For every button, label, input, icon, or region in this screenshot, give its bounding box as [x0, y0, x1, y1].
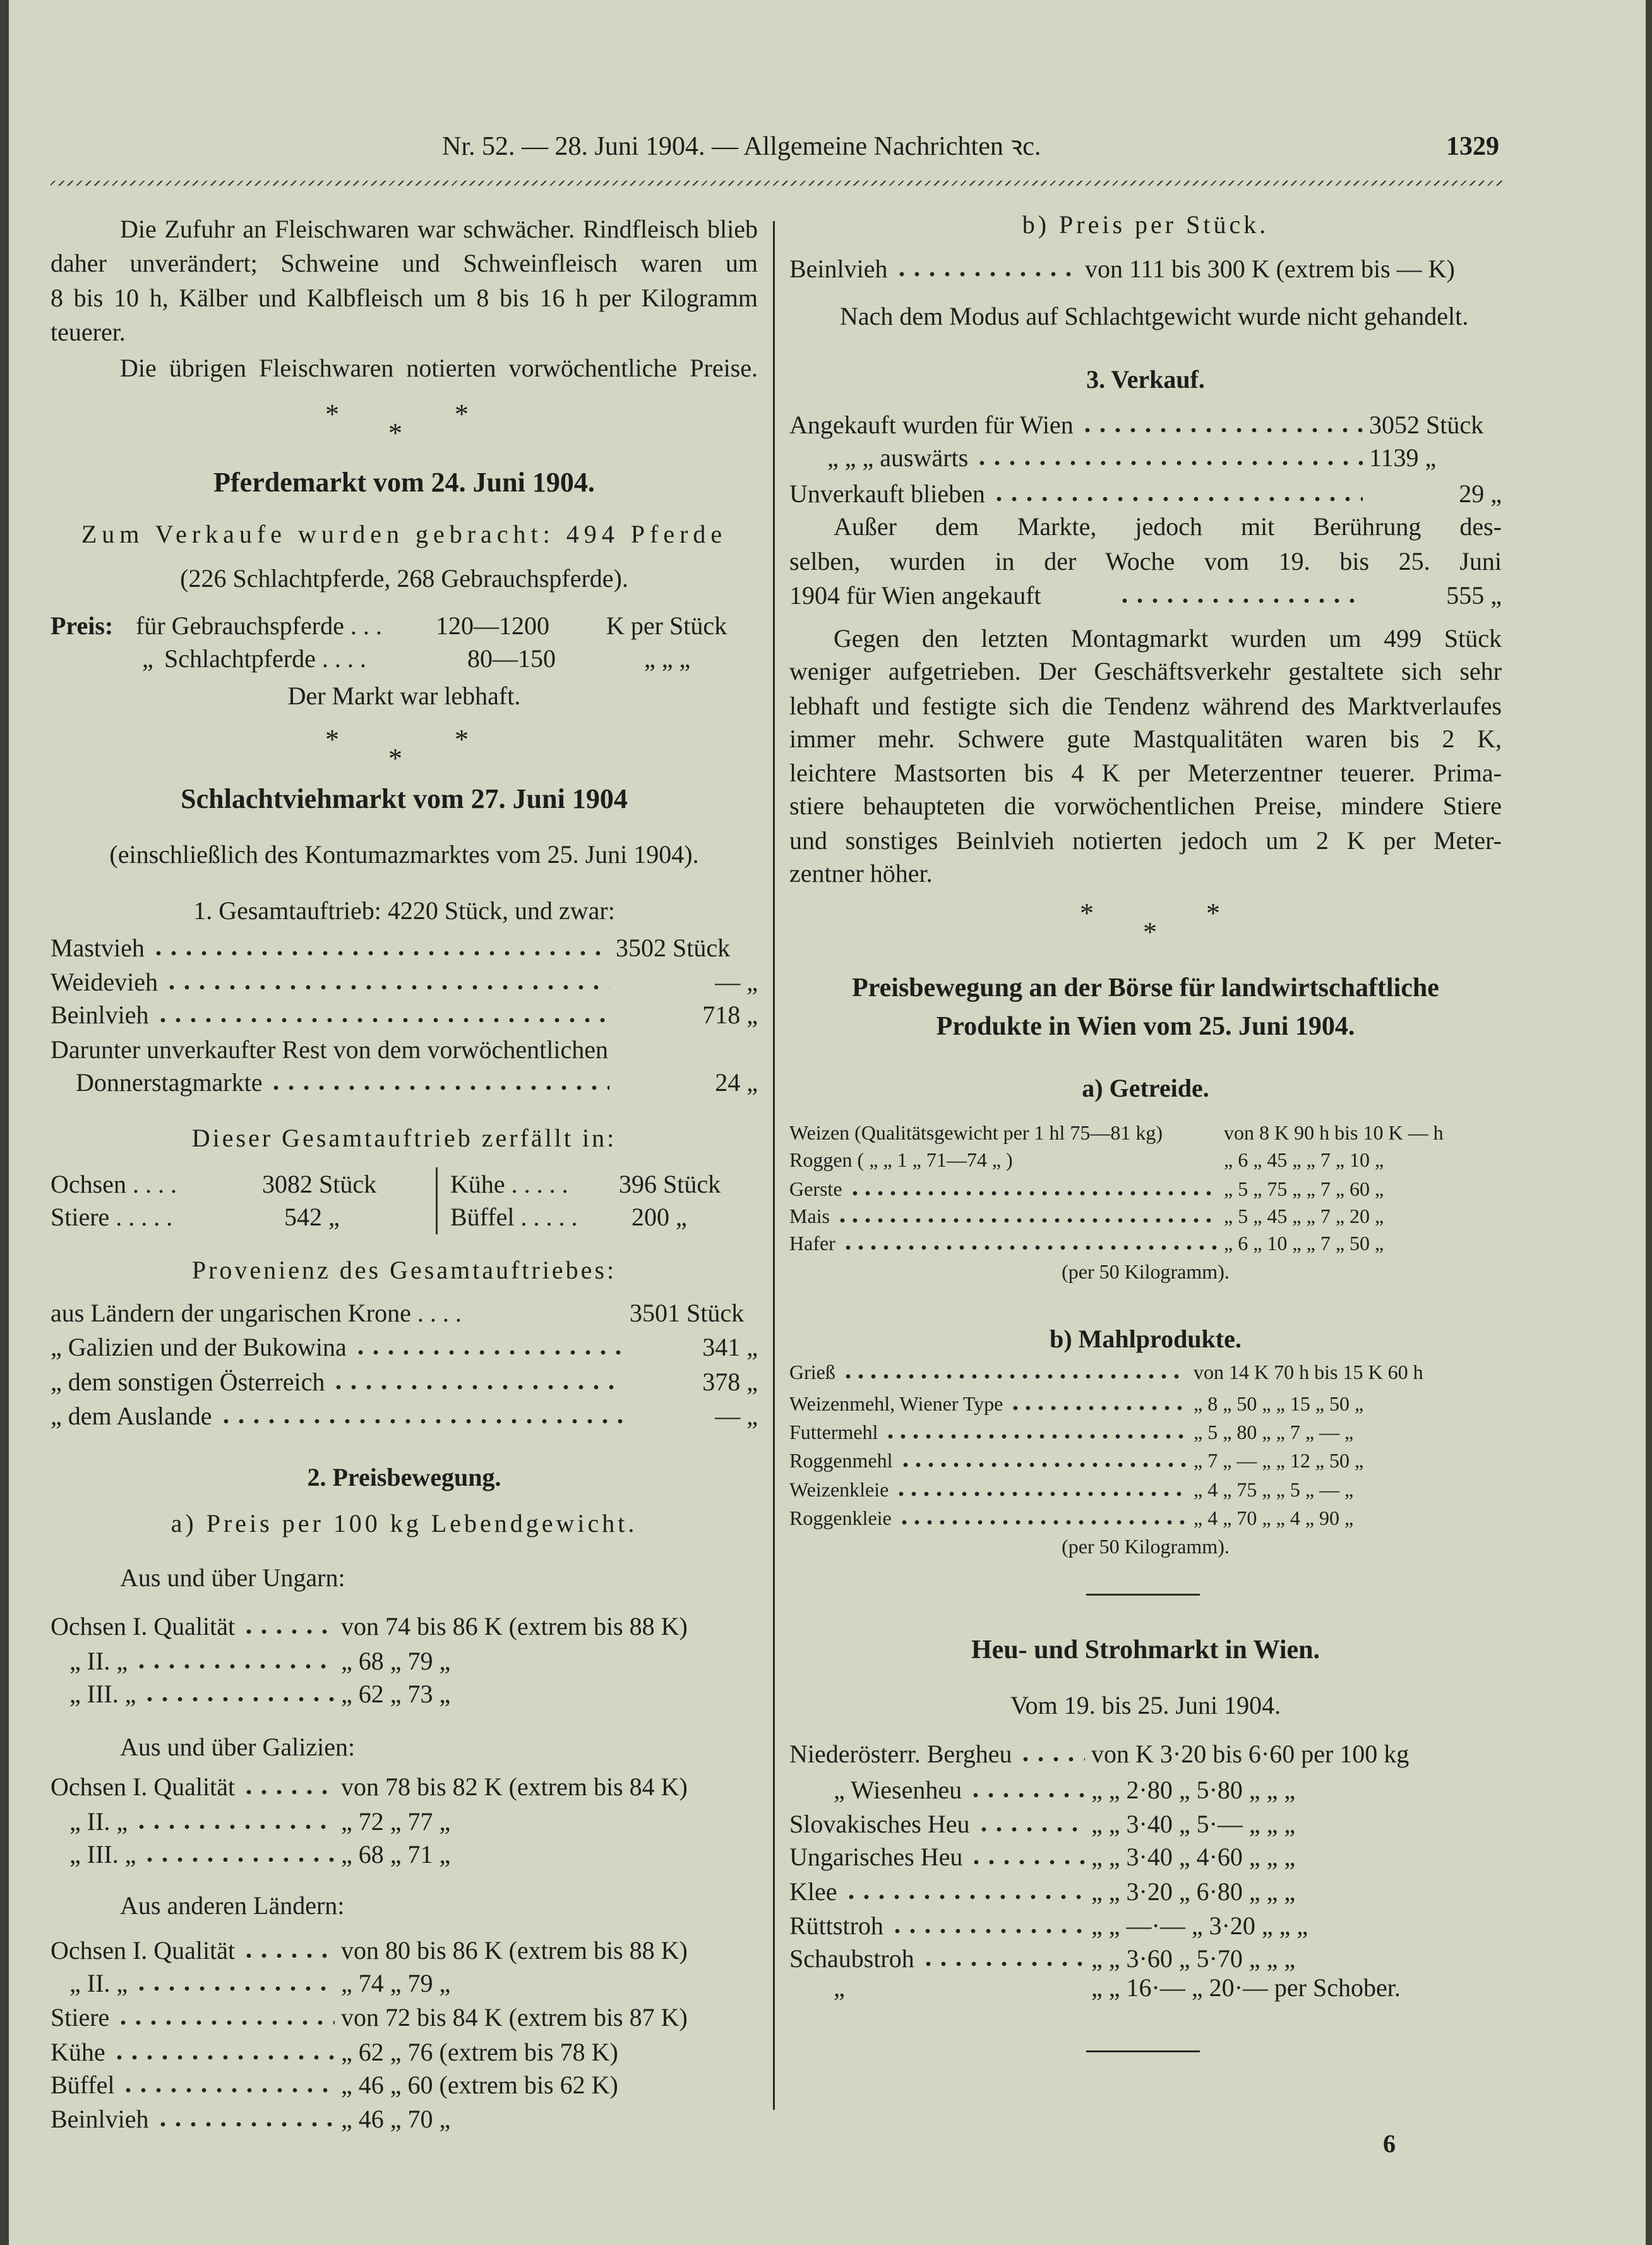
leader-dots	[155, 2102, 335, 2128]
separator-star: *	[1080, 898, 1094, 929]
scan-edge-left	[0, 0, 9, 2245]
row-cell: 396 Stück	[619, 1170, 721, 1198]
row-value: 1139 „	[1369, 443, 1437, 472]
row-value: „ 68 „ 71 „	[341, 1840, 451, 1869]
leader-row	[51, 998, 758, 1032]
leader-row	[51, 1644, 758, 1678]
leader-dots	[155, 998, 609, 1023]
leader-row	[51, 931, 758, 965]
row-value: „ „ 3·40 „ 4·60 „ „ „	[1091, 1843, 1296, 1871]
row-value: 555 „	[1446, 581, 1502, 610]
pferde-split: (226 Schlachtpferde, 268 Gebrauchspferde).	[180, 564, 628, 593]
row-label: Niederösterr. Bergheu	[789, 1740, 1012, 1768]
row-label: „ II. „	[69, 1647, 128, 1675]
leader-row	[789, 477, 1502, 511]
row-label: Roggenmehl	[789, 1449, 893, 1472]
row-value: — „	[715, 968, 758, 996]
split-row	[51, 1200, 758, 1234]
leader-row	[789, 1476, 1502, 1503]
row-value: 718 „	[702, 1001, 758, 1029]
row-value: „ 68 „ 79 „	[341, 1647, 451, 1675]
page-number: 1329	[1446, 132, 1499, 161]
subsection-getreide: a) Getreide.	[1082, 1074, 1209, 1102]
leader-dots	[241, 1610, 335, 1635]
price-row	[51, 642, 758, 676]
separator-star: *	[325, 724, 339, 755]
leader-dots	[121, 2068, 335, 2093]
paragraph-line: Die Zufuhr an Fleischwaren war schwächer. Rindfleisch blieb	[120, 215, 758, 243]
origin-heading: Aus anderen Ländern:	[120, 1891, 345, 1920]
row-cell: Schlachtpferde . . . .	[164, 644, 366, 673]
paragraph-line: selben, wurden in der Woche vom 19. bis 25. Juni	[789, 547, 1502, 575]
row-value: von K 3·20 bis 6·60 per 100 kg	[1091, 1740, 1410, 1768]
row-value: „ 5 „ 80 „ „ 7 „ — „	[1194, 1421, 1354, 1443]
row-value: „ 6 „ 10 „ „ 7 „ 50 „	[1224, 1232, 1384, 1255]
section-subtitle: (einschließlich des Kontumazmarktes vom 25. Juni 1904).	[109, 840, 699, 869]
leader-row	[51, 1399, 758, 1433]
row-cell: Stiere . . . . .	[51, 1203, 173, 1231]
leader-row	[789, 1773, 1502, 1807]
subsection-preisbewegung: 2. Preisbewegung.	[307, 1463, 501, 1491]
row-cell: „ „ „	[644, 644, 691, 673]
row-value: von 72 bis 84 K (extrem bis 87 K)	[341, 2003, 688, 2031]
paragraph-line: immer mehr. Schwere gute Mastqualitäten waren bis 2 K,	[789, 725, 1502, 753]
leader-row	[51, 1365, 758, 1399]
row-value: 24 „	[715, 1068, 758, 1097]
unit-note: (per 50 Kilogramm).	[1062, 1535, 1230, 1558]
row-label: „ II. „	[69, 1969, 128, 1997]
section-title-pferdemarkt: Pferdemarkt vom 24. Juni 1904.	[213, 467, 595, 498]
leader-row	[789, 1175, 1502, 1203]
row-cell: 200 „	[631, 1203, 687, 1231]
row-value: — „	[715, 1402, 758, 1430]
leader-row	[51, 2001, 758, 2035]
leader-row	[789, 408, 1502, 442]
leader-dots	[976, 1807, 1085, 1833]
leader-row	[789, 1875, 1502, 1909]
leader-dots	[842, 1360, 1187, 1379]
leader-row	[789, 1504, 1502, 1532]
leader-dots	[884, 1420, 1187, 1439]
leader-dots	[353, 1330, 623, 1356]
section-rule	[1086, 2050, 1200, 2052]
row-value: „ „ —·— „ 3·20 „ „ „	[1091, 1911, 1308, 1940]
row-value: von 80 bis 86 K (extrem bis 88 K)	[341, 1936, 688, 1965]
row-label: Stiere	[51, 2003, 110, 2031]
subsection-mahlprodukte: b) Mahlprodukte.	[1050, 1325, 1242, 1353]
row-label: Ochsen I. Qualität	[51, 1936, 236, 1965]
leader-dots	[151, 931, 609, 956]
leader-row	[789, 1971, 1502, 2005]
row-label: Grieß	[789, 1361, 835, 1383]
leader-dots	[968, 1773, 1085, 1798]
row-label: Roggen ( „ „ 1 „ 71—74 „ )	[789, 1148, 1013, 1171]
subsection-provenienz: Provenienz des Gesamtauftriebes:	[191, 1256, 617, 1284]
row-value: „ 72 „ 77 „	[341, 1807, 451, 1836]
leader-dots	[890, 1909, 1085, 1934]
leader-dots	[991, 477, 1363, 502]
row-label: „ Wiesenheu	[834, 1776, 962, 1804]
row-label: „ Galizien und der Bukowina	[51, 1333, 347, 1361]
leader-dots	[142, 1838, 335, 1863]
row-cell: für Gebrauchspferde . . .	[136, 611, 382, 640]
leader-dots	[218, 1399, 624, 1424]
row-label: „ „ „ auswärts	[827, 443, 969, 472]
paragraph-line: Außer dem Markte, jedoch mit Berührung des-	[834, 512, 1502, 541]
text-line: Nach dem Modus auf Schlachtgewicht wurde nicht gehandelt.	[840, 302, 1469, 330]
row-value: 341 „	[702, 1333, 758, 1361]
row-cell: K per Stück	[606, 611, 727, 640]
row-label: Beinlvieh	[51, 2105, 149, 2133]
leader-row	[51, 965, 758, 999]
row-label: Schaubstroh	[789, 1944, 914, 1973]
row-label: Kühe	[51, 2038, 105, 2066]
leader-dots	[164, 965, 609, 990]
leader-row	[789, 1447, 1502, 1474]
row-cell: „	[142, 644, 153, 673]
section-title-heu: Heu- und Strohmarkt in Wien.	[971, 1635, 1320, 1664]
row-label: Roggenkleie	[789, 1507, 892, 1529]
leader-dots	[921, 1942, 1085, 1967]
leader-row	[51, 1966, 758, 2001]
separator-star: *	[1143, 917, 1157, 948]
row-label: „	[834, 1973, 845, 2002]
row-label: Mais	[789, 1205, 830, 1227]
subsection-gesamtauftrieb: 1. Gesamtauftrieb: 4220 Stück, und zwar:	[193, 896, 615, 925]
section-title-boerse-2: Produkte in Wien vom 25. Juni 1904.	[936, 1012, 1355, 1041]
row-value: von 8 K 90 h bis 10 K — h	[1224, 1121, 1444, 1144]
leader-dots	[851, 1971, 1085, 1996]
section-title-boerse: Preisbewegung an der Börse für landwirtschaftliche	[852, 973, 1439, 1002]
leader-dots	[241, 1770, 335, 1795]
leader-row	[789, 1390, 1502, 1417]
paragraph-line: daher unverändert; Schweine und Schweinfleisch waren um	[51, 249, 758, 277]
pferde-brought: Zum Verkaufe wurden gebracht: 494 Pferde	[81, 520, 727, 548]
row-value: von 78 bis 82 K (extrem bis 84 K)	[341, 1773, 688, 1801]
row-value: „ 74 „ 79 „	[341, 1969, 451, 1997]
row-value: von 111 bis 300 K (extrem bis — K)	[1085, 255, 1455, 283]
paragraph-line: und sonstiges Beinlvieh notierten jedoch um 2 K per Meter-	[789, 826, 1502, 855]
row-label: Beinlvieh	[789, 255, 888, 283]
leader-dots	[974, 441, 1363, 466]
paragraph-line: leichtere Mastsorten bis 4 K per Meterzentner teuerer. Prima-	[789, 759, 1502, 787]
leader-dots	[1009, 1392, 1187, 1411]
leader-row	[51, 1838, 758, 1872]
leader-dots	[849, 1177, 1218, 1196]
row-cell: 3082 Stück	[262, 1170, 377, 1198]
row-value: „ „ 16·— „ 20·— per Schober.	[1091, 1973, 1401, 2002]
leader-row	[789, 1358, 1502, 1386]
separator-star: *	[1206, 898, 1220, 929]
section-subtitle: Vom 19. bis 25. Juni 1904.	[1010, 1691, 1281, 1719]
separator-star: *	[388, 418, 402, 448]
leader-dots	[895, 1478, 1187, 1496]
row-value: 29 „	[1459, 479, 1502, 508]
row-label: Weidevieh	[51, 968, 159, 996]
row-label: 1904 für Wien angekauft	[789, 581, 1041, 610]
row-value: „ 46 „ 70 „	[341, 2105, 451, 2133]
leader-row	[51, 1677, 758, 1711]
row-label: Futtermehl	[789, 1421, 878, 1443]
leader-dots	[331, 1365, 623, 1390]
subsection-zerfaellt: Dieser Gesamtauftrieb zerfällt in:	[191, 1124, 617, 1152]
leader-row	[51, 1330, 758, 1364]
leader-dots	[1117, 579, 1363, 604]
paragraph-line: weniger aufgetrieben. Der Geschäftsverkehr gestaltete sich sehr	[789, 657, 1502, 685]
row-label: „ dem Auslande	[51, 1402, 212, 1430]
row-cell: Ochsen . . . .	[51, 1170, 177, 1198]
signature-number: 6	[1383, 2129, 1396, 2158]
paragraph-line: zentner höher.	[789, 859, 933, 888]
section-title-schlachtvieh: Schlachtviehmarkt vom 27. Juni 1904	[181, 783, 628, 814]
leader-dots	[894, 252, 1079, 277]
row-label: Slovakisches Heu	[789, 1810, 970, 1838]
origin-heading: Aus und über Galizien:	[120, 1733, 356, 1761]
paragraph-line: lebhaft und festigte sich die Tendenz während des Marktverlaufes	[789, 692, 1502, 720]
row-label: „ dem sonstigen Österreich	[51, 1368, 325, 1396]
leader-row	[51, 1934, 758, 1968]
leader-row	[789, 1202, 1502, 1230]
leader-row	[789, 579, 1502, 613]
leader-row	[51, 1770, 758, 1804]
row-cell: Preis:	[51, 611, 114, 640]
row-value: „ 5 „ 45 „ „ 7 „ 20 „	[1224, 1205, 1384, 1227]
leader-dots	[241, 1934, 335, 1959]
running-header: Nr. 52. — 28. Juni 1904. — Allgemeine Nachrichten ꝛc.	[442, 132, 1041, 161]
separator-star: *	[455, 399, 469, 430]
row-cell: 120—1200	[436, 611, 549, 640]
leader-row	[789, 252, 1502, 286]
market-note: Der Markt war lebhaft.	[287, 682, 521, 710]
row-value: 3052 Stück	[1369, 411, 1484, 439]
separator-star: *	[455, 724, 469, 755]
row-value: 378 „	[702, 1368, 758, 1396]
subsection-lebendgewicht: a) Preis per 100 kg Lebendgewicht.	[171, 1509, 638, 1538]
leader-dots	[898, 1506, 1187, 1525]
leader-dots	[112, 2035, 335, 2061]
row-value: „ 5 „ 75 „ „ 7 „ 60 „	[1224, 1177, 1384, 1200]
leader-row	[51, 2035, 758, 2069]
row-value: von 74 bis 86 K (extrem bis 88 K)	[341, 1612, 688, 1640]
row-value: „ 62 „ 73 „	[341, 1680, 451, 1708]
price-row	[51, 609, 758, 643]
row-label: aus Ländern der ungarischen Krone . . . .	[51, 1299, 462, 1327]
separator-star: *	[388, 743, 402, 774]
leader-dots	[134, 1966, 335, 1992]
leader-dots	[1080, 408, 1363, 433]
row-label: Angekauft wurden für Wien	[789, 411, 1074, 439]
leader-row	[789, 1909, 1502, 1943]
row-value: „ 8 „ 50 „ „ 15 „ 50 „	[1194, 1392, 1364, 1415]
origin-heading: Aus und über Ungarn:	[120, 1563, 345, 1592]
row-label: Beinlvieh	[51, 1001, 149, 1029]
row-label: Weizenmehl, Wiener Type	[789, 1392, 1003, 1415]
leader-dots	[1018, 1737, 1085, 1762]
subsection-preis-stueck: b) Preis per Stück.	[1022, 210, 1269, 239]
paragraph-line: teuerer.	[51, 318, 126, 346]
leader-row	[789, 1840, 1502, 1874]
leader-dots	[842, 1231, 1218, 1250]
row-label: Gerste	[789, 1177, 842, 1200]
leader-row	[789, 1146, 1502, 1174]
row-label: „ III. „	[69, 1680, 136, 1708]
leader-dots	[468, 1296, 623, 1321]
split-row	[51, 1167, 758, 1201]
row-value: „ 4 „ 75 „ „ 5 „ — „	[1194, 1478, 1354, 1501]
leader-row	[51, 1610, 758, 1644]
leader-dots	[142, 1677, 335, 1702]
leader-row	[51, 1066, 758, 1100]
leader-row	[789, 1807, 1502, 1841]
row-value: „ „ 2·80 „ 5·80 „ „ „	[1091, 1776, 1296, 1804]
leader-row	[51, 2102, 758, 2136]
leader-dots	[844, 1875, 1085, 1900]
leader-dots	[1169, 1121, 1218, 1140]
row-cell: Kühe . . . . .	[436, 1167, 568, 1201]
leader-dots	[134, 1805, 335, 1830]
row-label: Donnerstagmarkte	[76, 1068, 263, 1097]
leader-row	[789, 441, 1502, 475]
paragraph-line: stiere behaupteten die vorwöchentlichen Preise, mindere Stiere	[789, 791, 1502, 820]
row-label: Ungarisches Heu	[789, 1843, 963, 1871]
subsection-verkauf: 3. Verkauf.	[1086, 365, 1205, 394]
row-cell: 80—150	[467, 644, 556, 673]
row-label: „ II. „	[69, 1807, 128, 1836]
row-label: Büffel	[51, 2071, 115, 2099]
leader-dots	[836, 1204, 1218, 1223]
paragraph-line: Gegen den letzten Montagmarkt wurden um 499 Stück	[834, 624, 1502, 653]
row-label: Hafer	[789, 1232, 835, 1255]
scan-edge-right	[1646, 0, 1652, 2245]
row-value: „ „ 3·20 „ 6·80 „ „ „	[1091, 1877, 1296, 1906]
leader-row	[51, 2068, 758, 2102]
paragraph-line: 8 bis 10 h, Kälber und Kalbfleisch um 8 bis 16 h per Kilogramm	[51, 284, 758, 312]
row-label: Weizenkleie	[789, 1478, 889, 1501]
row-value: von 14 K 70 h bis 15 K 60 h	[1194, 1361, 1423, 1383]
column-divider	[773, 221, 775, 2110]
leader-row	[789, 1737, 1502, 1771]
row-label: „ III. „	[69, 1840, 136, 1869]
row-value: „ „ 3·60 „ 5·70 „ „ „	[1091, 1944, 1296, 1973]
row-label: Klee	[789, 1877, 837, 1906]
row-value: 3501 Stück	[630, 1299, 745, 1327]
row-value: „ 62 „ 76 (extrem bis 78 K)	[341, 2038, 618, 2066]
row-value: „ 7 „ — „ „ 12 „ 50 „	[1194, 1449, 1364, 1472]
separator-star: *	[325, 399, 339, 430]
row-value: „ „ 3·40 „ 5·— „ „ „	[1091, 1810, 1296, 1838]
wavy-rule	[51, 181, 1503, 186]
leader-dots	[899, 1448, 1187, 1467]
row-value: 3502 Stück	[616, 934, 731, 962]
leader-row	[51, 1296, 758, 1330]
row-label: Ochsen I. Qualität	[51, 1773, 236, 1801]
row-value: „ 4 „ 70 „ „ 4 „ 90 „	[1194, 1507, 1354, 1529]
row-label: Mastvieh	[51, 934, 145, 962]
leader-row	[51, 1805, 758, 1839]
leader-dots	[1019, 1148, 1218, 1167]
row-value: „ 46 „ 60 (extrem bis 62 K)	[341, 2071, 618, 2099]
row-label: Rüttstroh	[789, 1911, 883, 1940]
row-label: Ochsen I. Qualität	[51, 1612, 236, 1640]
leader-row	[789, 1229, 1502, 1257]
leader-dots	[116, 2001, 335, 2026]
section-rule	[1086, 1594, 1200, 1596]
row-cell: Büffel . . . . .	[436, 1200, 577, 1234]
row-label: Weizen (Qualitätsgewicht per 1 hl 75—81 kg)	[789, 1121, 1163, 1144]
row-cell: 542 „	[284, 1203, 340, 1231]
unit-note: (per 50 Kilogramm).	[1062, 1260, 1230, 1283]
leader-dots	[268, 1066, 609, 1091]
row-value: „ 6 „ 45 „ „ 7 „ 10 „	[1224, 1148, 1384, 1171]
leader-dots	[134, 1644, 335, 1670]
leader-dots	[969, 1840, 1085, 1865]
text-line: Darunter unverkaufter Rest von dem vorwöchentlichen	[51, 1035, 609, 1064]
row-label: Unverkauft blieben	[789, 479, 985, 508]
leader-row	[789, 1418, 1502, 1446]
leader-row	[789, 1119, 1502, 1147]
paragraph-line: Die übrigen Fleischwaren notierten vorwöchentliche Preise.	[120, 354, 758, 382]
